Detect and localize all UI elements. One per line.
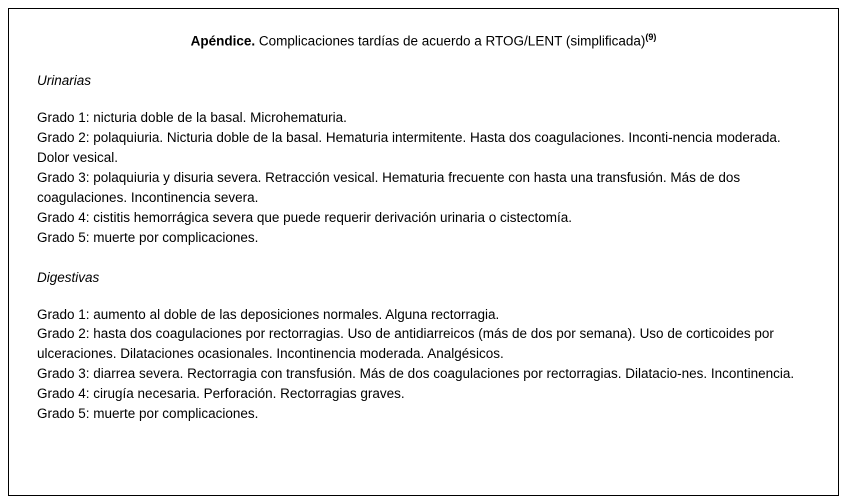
list-item: Grado 4: cirugía necesaria. Perforación. Rectorragias graves. [37,386,405,402]
list-item: Grado 5: muerte por complicaciones. [37,229,259,245]
page-title-rest: Complicaciones tardías de acuerdo a RTOG/LENT (simplificada) [255,33,646,49]
section-list-digestivas [37,305,810,425]
page-title-footnote-marker: (9) [645,32,657,42]
list-item: Grado 2: hasta dos coagulaciones por rectorragias. Uso de antidiarreicos (más de dos por semana). Uso de corticoides por ulceraciones. Dilataciones ocasionales. Incontinencia moderada. Analgésicos. [37,326,774,362]
page-title [37,31,810,51]
list-item: Grado 3: polaquiuria y disuria severa. Retracción vesical. Hematuria frecuente con hasta una transfusión. Más de dos coagulaciones. Incontinencia severa. [37,169,741,205]
list-item: Grado 1: aumento al doble de las deposiciones normales. Alguna rectorragia. [37,306,500,322]
section-heading-digestivas: Digestivas [37,269,100,285]
list-item: Grado 2: polaquiuria. Nicturia doble de la basal. Hematuria intermitente. Hasta dos coagulaciones. Inconti-nencia moderada. Dolor vesical. [37,129,781,165]
section-heading-urinarias: Urinarias [37,72,92,88]
appendix-box [8,8,839,496]
list-item: Grado 3: diarrea severa. Rectorragia con transfusión. Más de dos coagulaciones por rectorragias. Dilatacio-nes. Incontinencia. [37,366,795,382]
list-item: Grado 5: muerte por complicaciones. [37,406,259,422]
section-list-urinarias [37,108,810,248]
list-item: Grado 4: cistitis hemorrágica severa que puede requerir derivación urinaria o cistectomía. [37,209,573,225]
list-item: Grado 1: nicturia doble de la basal. Microhematuria. [37,109,347,125]
page-title-label: Apéndice. [190,33,256,49]
